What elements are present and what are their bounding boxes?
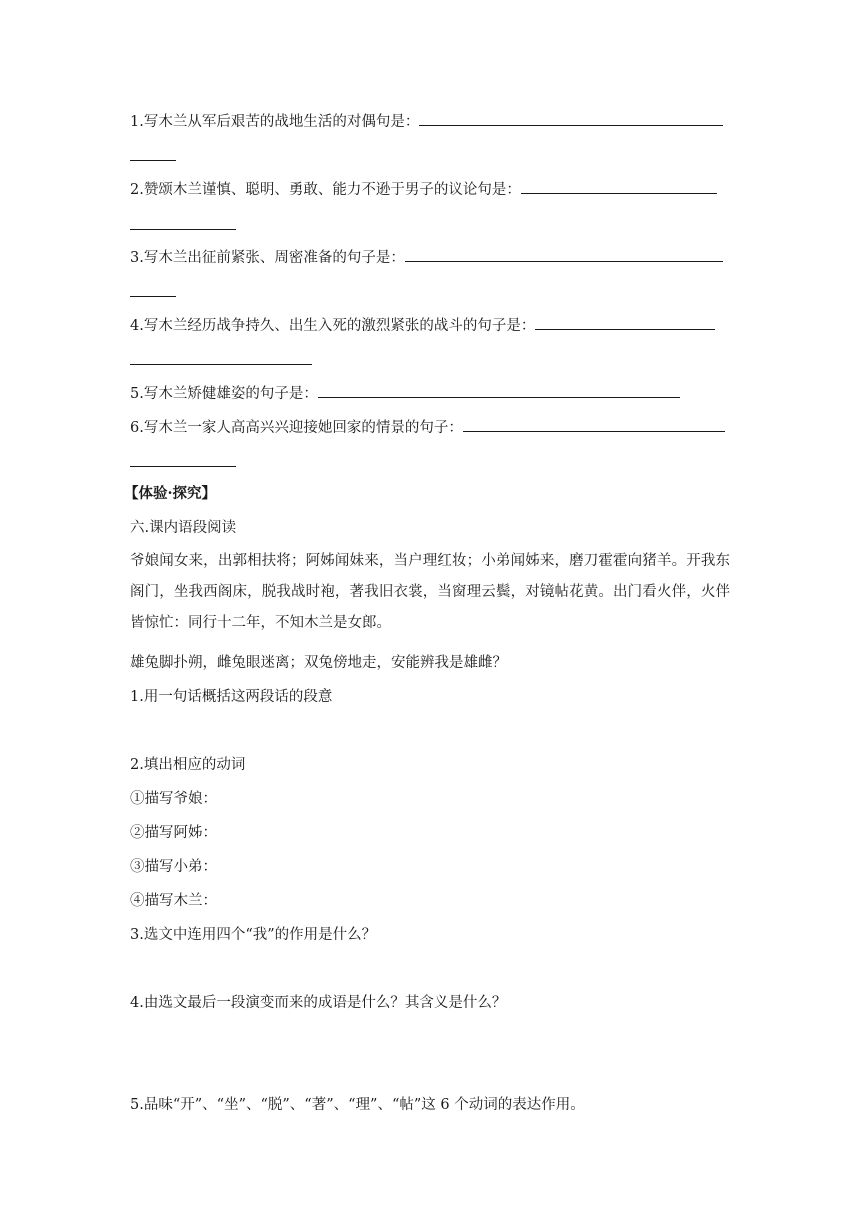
question-4: 4.由选文最后一段演变而来的成语是什么？其含义是什么？ (130, 995, 507, 1011)
fill-in-question-1-text: 1.写木兰从军后艰苦的战地生活的对偶句是： (130, 114, 420, 130)
fill-in-question-4-text: 4.写木兰经历战争持久、出生入死的激烈紧张的战斗的句子是： (130, 318, 536, 334)
fill-in-question-1 (130, 112, 730, 132)
reading-passage-paragraph-2: 雄兔脚扑朔，雌兔眼迷离；双兔傍地走，安能辨我是雄雌？ (130, 655, 507, 671)
fill-in-question-2 (130, 180, 730, 200)
answer-blank-2 (521, 181, 717, 194)
answer-blank-4-continuation (130, 364, 312, 365)
answer-blank-3-continuation (130, 296, 176, 297)
fill-in-question-3-text: 3.写木兰出征前紧张、周密准备的句子是： (130, 250, 405, 266)
reading-passage-paragraph-1: 爷娘闻女来，出郭相扶将；阿姊闻妹来，当户理红妆；小弟闻姊来，磨刀霍霍向猪羊。开我东阁门，坐我西阁床，脱我战时袍，著我旧衣裳，当窗理云鬓，对镜帖花黄。出门看火伴，火伴皆惊忙：同行十二年，不知木兰是女郎。 (130, 553, 730, 631)
question-2: 2.填出相应的动词 (130, 757, 246, 773)
question-2-item-3: ③描写小弟： (130, 859, 217, 875)
answer-blank-3 (405, 249, 723, 262)
question-5: 5.品味“开”、“坐”、“脱”、“著”、“理”、“帖”这 6 个动词的表达作用。 (130, 1097, 585, 1113)
fill-in-question-6-text: 6.写木兰一家人高高兴兴迎接她回家的情景的句子： (130, 420, 463, 436)
question-2-item-1: ①描写爷娘： (130, 791, 217, 807)
question-1: 1.用一句话概括这两段话的段意 (130, 689, 333, 705)
answer-blank-5 (318, 385, 680, 398)
answer-blank-4 (535, 317, 715, 330)
answer-blank-1 (419, 113, 723, 126)
fill-in-question-4 (130, 316, 730, 336)
answer-blank-6 (463, 419, 725, 432)
fill-in-question-3 (130, 248, 730, 268)
question-2-item-2: ②描写阿姊： (130, 825, 217, 841)
question-2-item-4: ④描写木兰： (130, 893, 217, 909)
question-3: 3.选文中连用四个“我”的作用是什么？ (130, 927, 377, 943)
section-heading: 【体验·探究】 (124, 485, 217, 502)
subsection-title: 六.课内语段阅读 (130, 520, 237, 536)
answer-blank-6-continuation (130, 466, 236, 467)
fill-in-question-2-text: 2.赞颂木兰谨慎、聪明、勇敢、能力不逊于男子的议论句是： (130, 182, 521, 198)
fill-in-question-5-text: 5.写木兰矫健雄姿的句子是： (130, 386, 318, 402)
answer-blank-1-continuation (130, 160, 176, 161)
fill-in-question-6 (130, 418, 730, 438)
answer-blank-2-continuation (130, 229, 236, 230)
fill-in-question-5 (130, 384, 730, 404)
